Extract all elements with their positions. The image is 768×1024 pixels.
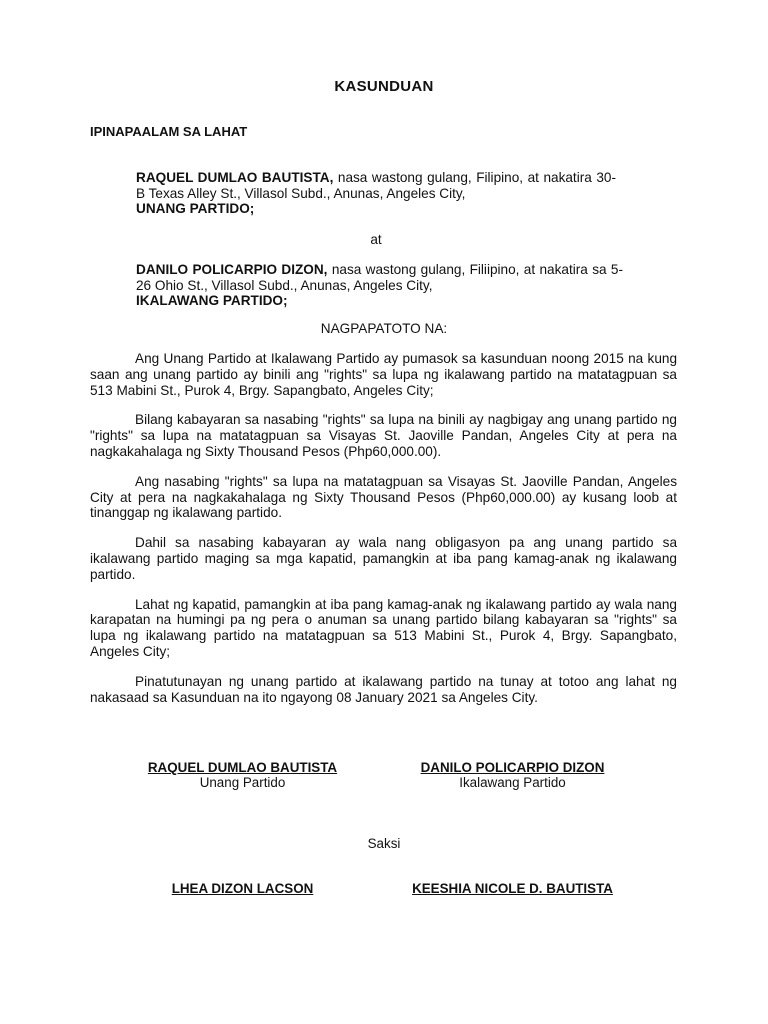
second-party-name: DANILO POLICARPIO DIZON, — [136, 262, 328, 277]
first-party-role: UNANG PARTIDO; — [136, 201, 255, 216]
witness-name: LHEA DIZON LACSON — [171, 881, 314, 896]
witness-signature-1 — [125, 881, 360, 896]
signatory-name: RAQUEL DUMLAO BAUTISTA — [147, 760, 338, 775]
signatory-role: Ikalawang Partido — [459, 775, 566, 790]
first-party-description: nasa wastong gulang, Filipino, at nakatira 30-B Texas Alley St., Villasol Subd., Anunas, Angeles City, — [136, 170, 616, 201]
connector-at: at — [370, 232, 382, 247]
paragraph: Lahat ng kapatid, pamangkin at iba pang kamag-anak ng ikalawang partido ay wala nang karapatan na humingi pa ng pera o anuman sa unang partido bilang kabayaran sa "rights" sa lupa ng ikalawang partido na matatagpuan sa 513 Mabini St., Purok 4, Brgy. Sapangbato, Angeles City; — [90, 596, 677, 659]
first-party-block — [136, 170, 616, 217]
declaration-heading: NAGPAPATOTO NA: — [320, 321, 448, 336]
second-party-block — [136, 262, 623, 309]
witness-label: Saksi — [367, 836, 401, 851]
witness-signature-2 — [380, 881, 645, 896]
document-title: KASUNDUAN — [334, 78, 434, 95]
signature-second-party — [390, 760, 635, 790]
agreement-body — [90, 351, 677, 719]
signatory-role: Unang Partido — [199, 775, 286, 790]
paragraph: Pinatutunayan ng unang partido at ikalawang partido na tunay at totoo ang lahat ng nakasaad sa Kasunduan na ito ngayong 08 January 2021 sa Angeles City. — [90, 673, 677, 705]
signatory-name: DANILO POLICARPIO DIZON — [420, 760, 605, 775]
paragraph: Bilang kabayaran sa nasabing "rights" sa lupa na binili ay nagbigay ang unang partido ng "rights" sa lupa na matatagpuan sa Visayas St. Jaoville Pandan, Angeles City at pera na nagkakahalaga ng Sixty Thousand Pesos (Php60,000.00). — [90, 412, 677, 459]
paragraph: Ang nasabing "rights" sa lupa na matatagpuan sa Visayas St. Jaoville Pandan, Angeles City at pera na nagkakahalaga ng Sixty Thousand Pesos (Php60,000.00) ay kusang loob at tinanggap ng ikalawang partido. — [90, 473, 677, 521]
witness-name: KEESHIA NICOLE D. BAUTISTA — [412, 881, 613, 896]
signature-first-party — [120, 760, 365, 790]
paragraph: Ang Unang Partido at Ikalawang Partido ay pumasok sa kasunduan noong 2015 na kung saan ang unang partido ay binili ang "rights" sa lupa ng ikalawang partido na matatagpuan sa 513 Mabini St., Purok 4, Brgy. Sapangbato, Angeles City; — [90, 351, 677, 398]
intro-heading: IPINAPAALAM SA LAHAT — [90, 124, 248, 139]
first-party-name: RAQUEL DUMLAO BAUTISTA, — [136, 170, 334, 185]
paragraph: Dahil sa nasabing kabayaran ay wala nang obligasyon pa ang unang partido sa ikalawang partido maging sa mga kapatid, pamangkin at iba pang kamag-anak ng ikalawang partido. — [90, 535, 677, 582]
second-party-role: IKALAWANG PARTIDO; — [136, 293, 288, 308]
second-party-description: nasa wastong gulang, Filiipino, at nakatira sa 5-26 Ohio St., Villasol Subd., Anunas, Angeles City, — [136, 262, 623, 293]
